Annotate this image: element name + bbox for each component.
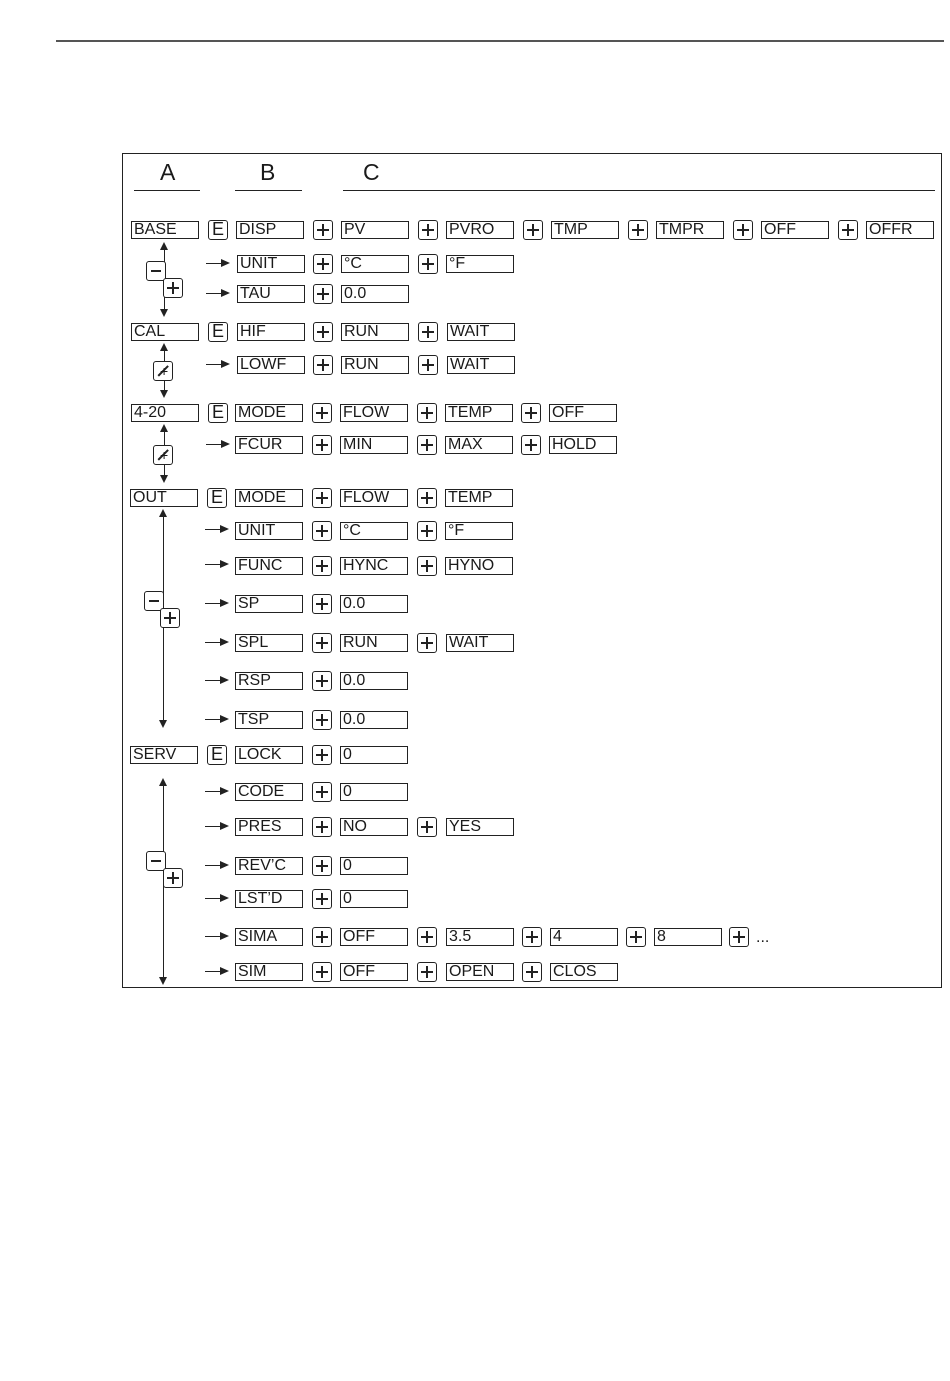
plus-key-icon — [312, 856, 332, 876]
cell-hync: HYNC — [340, 557, 408, 575]
cell-wait: WAIT — [447, 323, 515, 341]
plus-key-icon — [417, 488, 437, 508]
cell-fahrenheit: °F — [445, 522, 513, 540]
cell-flow: FLOW — [340, 489, 408, 507]
plus-key-icon — [523, 220, 543, 240]
row-arrow-icon — [205, 898, 227, 899]
row-arrow-icon — [206, 293, 228, 294]
cell-sp: SP — [235, 595, 303, 613]
cell-unit: UNIT — [237, 255, 305, 273]
plus-key-icon — [312, 435, 332, 455]
enter-key-icon: E — [208, 403, 228, 423]
column-header-a: A — [160, 159, 176, 185]
group-base: BASE — [131, 221, 199, 239]
plus-key-icon — [313, 322, 333, 342]
arrow-down-icon — [159, 720, 167, 728]
plus-key-icon — [417, 435, 437, 455]
arrow-down-icon — [160, 309, 168, 317]
cell-off: OFF — [761, 221, 829, 239]
plus-key-icon — [313, 284, 333, 304]
cell-tmpr: TMPR — [656, 221, 724, 239]
arrow-down-icon — [160, 475, 168, 483]
cell-hif: HIF — [237, 323, 305, 341]
row-arrow-icon — [205, 865, 227, 866]
cell-pvro: PVRO — [446, 221, 514, 239]
row-arrow-icon — [205, 826, 227, 827]
cell-off: OFF — [340, 928, 408, 946]
cell-run: RUN — [340, 634, 408, 652]
cell-4: 4 — [550, 928, 618, 946]
row-arrow-icon — [205, 564, 227, 565]
plus-key-icon — [312, 521, 332, 541]
cell-sima: SIMA — [235, 928, 303, 946]
plus-key-icon — [312, 671, 332, 691]
plus-key-icon — [313, 220, 333, 240]
plus-key-icon — [522, 927, 542, 947]
cell-spl: SPL — [235, 634, 303, 652]
cell-pv: PV — [341, 221, 409, 239]
cell-sp-value: 0.0 — [340, 595, 408, 613]
cell-mode: MODE — [235, 489, 303, 507]
cell-code: CODE — [235, 783, 303, 801]
plus-key-icon — [417, 403, 437, 423]
plus-key-icon — [417, 633, 437, 653]
cell-lock: LOCK — [235, 746, 303, 764]
cell-temp: TEMP — [445, 404, 513, 422]
plus-key-icon — [418, 220, 438, 240]
plus-key-icon — [521, 435, 541, 455]
plus-key-icon — [417, 521, 437, 541]
cell-rsp: RSP — [235, 672, 303, 690]
cell-temp: TEMP — [445, 489, 513, 507]
minus-plus-key-icon — [153, 361, 173, 381]
plus-key-icon — [312, 782, 332, 802]
plus-key-icon — [312, 817, 332, 837]
cell-hold: HOLD — [549, 436, 617, 454]
row-arrow-icon — [205, 529, 227, 530]
plus-key-icon — [312, 556, 332, 576]
column-c-underline — [343, 190, 935, 191]
group-serv: SERV — [130, 746, 198, 764]
plus-key-icon — [626, 927, 646, 947]
cell-clos: CLOS — [550, 963, 618, 981]
plus-key-icon — [312, 594, 332, 614]
cell-yes: YES — [446, 818, 514, 836]
cell-tsp: TSP — [235, 711, 303, 729]
row-arrow-icon — [205, 680, 227, 681]
cell-mode: MODE — [235, 404, 303, 422]
plus-key-icon — [418, 322, 438, 342]
cell-tau: TAU — [237, 285, 305, 303]
column-header-c: C — [363, 159, 380, 185]
cell-disp: DISP — [236, 221, 304, 239]
enter-key-icon: E — [207, 745, 227, 765]
minus-plus-key-icon — [153, 445, 173, 465]
cell-lowf: LOWF — [237, 356, 305, 374]
plus-key-icon — [417, 927, 437, 947]
cell-pres: PRES — [235, 818, 303, 836]
row-arrow-icon — [205, 936, 227, 937]
plus-key-icon — [312, 633, 332, 653]
plus-key-icon — [628, 220, 648, 240]
row-arrow-icon — [205, 971, 227, 972]
cell-func: FUNC — [235, 557, 303, 575]
cell-lock-value: 0 — [340, 746, 408, 764]
cell-revc: REV’C — [235, 857, 303, 875]
enter-key-icon: E — [207, 488, 227, 508]
plus-key-icon — [313, 355, 333, 375]
cell-3-5: 3.5 — [446, 928, 514, 946]
continuation-ellipsis: ... — [756, 929, 770, 946]
cell-code-value: 0 — [340, 783, 408, 801]
cell-offr: OFFR — [866, 221, 934, 239]
plus-key-icon — [312, 710, 332, 730]
plus-key-icon — [838, 220, 858, 240]
cell-revc-value: 0 — [340, 857, 408, 875]
cell-sim: SIM — [235, 963, 303, 981]
cell-tsp-value: 0.0 — [340, 711, 408, 729]
plus-key-icon — [313, 254, 333, 274]
plus-key-icon — [417, 556, 437, 576]
plus-key-icon — [312, 889, 332, 909]
plus-key-icon — [312, 488, 332, 508]
cell-min: MIN — [340, 436, 408, 454]
cell-celsius: °C — [341, 255, 409, 273]
cell-fahrenheit: °F — [446, 255, 514, 273]
row-arrow-icon — [205, 791, 227, 792]
plus-key-icon — [312, 927, 332, 947]
cell-flow: FLOW — [340, 404, 408, 422]
group-4-20: 4-20 — [131, 404, 199, 422]
cell-max: MAX — [445, 436, 513, 454]
cell-lstd: LST’D — [235, 890, 303, 908]
cell-open: OPEN — [446, 963, 514, 981]
cell-fcur: FCUR — [235, 436, 303, 454]
plus-key-icon — [522, 962, 542, 982]
plus-key-icon — [733, 220, 753, 240]
plus-key-icon — [417, 817, 437, 837]
cell-unit: UNIT — [235, 522, 303, 540]
row-arrow-icon — [205, 642, 227, 643]
cell-tau-value: 0.0 — [341, 285, 409, 303]
arrow-down-icon — [160, 390, 168, 398]
plus-key-icon — [729, 927, 749, 947]
cell-run: RUN — [341, 323, 409, 341]
cell-off: OFF — [340, 963, 408, 981]
enter-key-icon: E — [208, 220, 228, 240]
enter-key-icon: E — [208, 322, 228, 342]
plus-key-icon — [312, 403, 332, 423]
plus-key-icon — [521, 403, 541, 423]
cell-tmp: TMP — [551, 221, 619, 239]
column-header-b: B — [260, 159, 276, 185]
plus-key-icon — [312, 745, 332, 765]
plus-key-icon — [163, 868, 183, 888]
cell-run: RUN — [341, 356, 409, 374]
row-arrow-icon — [206, 444, 228, 445]
plus-key-icon — [417, 962, 437, 982]
top-rule — [56, 40, 944, 42]
row-arrow-icon — [205, 719, 227, 720]
group-cal: CAL — [131, 323, 199, 341]
row-arrow-icon — [205, 603, 227, 604]
cell-rsp-value: 0.0 — [340, 672, 408, 690]
cell-no: NO — [340, 818, 408, 836]
cell-8: 8 — [654, 928, 722, 946]
row-arrow-icon — [206, 364, 228, 365]
cell-wait: WAIT — [446, 634, 514, 652]
column-b-underline — [235, 190, 302, 191]
cell-off: OFF — [549, 404, 617, 422]
plus-key-icon — [160, 608, 180, 628]
cell-lstd-value: 0 — [340, 890, 408, 908]
plus-key-icon — [418, 355, 438, 375]
arrow-down-icon — [159, 977, 167, 985]
cell-celsius: °C — [340, 522, 408, 540]
cell-hyno: HYNO — [445, 557, 513, 575]
plus-key-icon — [312, 962, 332, 982]
plus-key-icon — [418, 254, 438, 274]
cell-wait: WAIT — [447, 356, 515, 374]
group-out: OUT — [130, 489, 198, 507]
row-arrow-icon — [206, 263, 228, 264]
plus-key-icon — [163, 278, 183, 298]
column-a-underline — [134, 190, 200, 191]
